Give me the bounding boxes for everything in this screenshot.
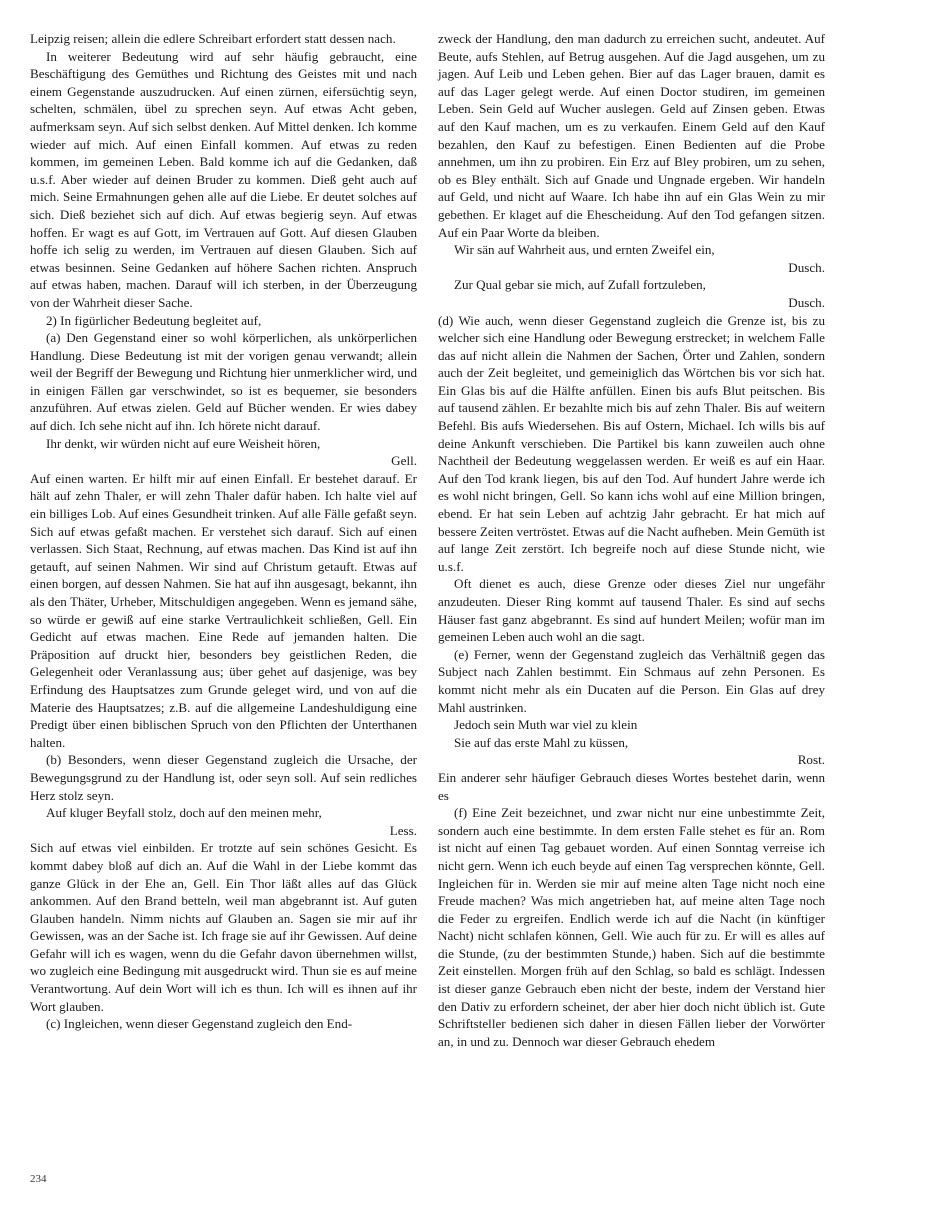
paragraph: (c) Ingleichen, wenn dieser Gegenstand zugleich den End- — [46, 1016, 353, 1032]
paragraph: Leipzig reisen; allein die edlere Schreibart erfordert statt dessen nach. — [30, 31, 396, 46]
paragraph: In weiterer Bedeutung wird auf sehr häufig gebraucht, eine Beschäftigung des Gemüthes und Richtung des Geistes mit und nach einem Gegenstande auszudrucken. Auf einen zürnen, eifersüchtig seyn, schelten, schmälen, übel zu sprechen seyn. Auf etwas Acht geben, aufmerksam seyn. Auf sich selbst denken. Auf Mittel denken. Ich komme wieder auf mich. Auf einen Einfall kommen. Auf etwas zu reden kommen, im gemeinen Leben. Bald komme ich auf die Gedanken, daß u.s.f. Aber wieder auf deinen Bruder zu kommen. Dieß geht auch auf mich. Seine Ermahnungen gehen alle auf die Liebe. Er deutet solches auf sich. Dieß beziehet sich auf dich. Auf etwas begierig seyn. Auf etwas hoffen. Er wagt es auf Gott, im Vertrauen auf Gott. Auf diesen Glauben hoffe ich selig zu werden, im Vertrauen auf diesen Glauben. Sich auf etwas besinnen. Seine Gedanken auf höhere Sachen richten. Anspruch auf etwas haben, machen. Darauf will ich sterben, in der Überzeugung von der Wahrheit dieser Sache. — [30, 48, 417, 310]
verse-quote: Auf kluger Beyfall stolz, doch auf den meinen mehr, — [46, 805, 322, 821]
quote-attribution: Less. — [389, 822, 417, 838]
paragraph: 2) In figürlicher Bedeutung begleitet auf, — [46, 312, 262, 328]
verse-quote: Jedoch sein Muth war viel zu klein — [454, 717, 638, 733]
left-column — [30, 30, 417, 1033]
right-column — [438, 30, 825, 1050]
paragraph: Sich auf etwas viel einbilden. Er trotzte auf sein schönes Gesicht. Es kommt dabey bloß auf dich an. Auf die Wahl in der Liebe kommt das ganze Glück in der Ehe an, Gell. Ein Thor läßt alles auf das Glück ankommen. Auf den Brand betteln, weil man abgebrannt ist. Auf guten Glauben handeln. Nimm nichts auf Glauben an. Sagen sie mir auf ihr Gewissen, was an der Sache ist. Ich frage sie auf ihr Gewissen. Auf deine Gefahr will ich es wagen, wenn du die Gefahr davon übernehmen willst, wo zugleich eine Bedingung mit ausgedruckt wird. Thun sie es auf meine Verantwortung. Auf dein Wort will ich es thun. Ich will es ihnen auf ihr Wort glauben. — [30, 840, 417, 1014]
verse-quote: Zur Qual gebar sie mich, auf Zufall fortzuleben, — [454, 277, 706, 293]
quote-attribution: Rost. — [797, 752, 825, 768]
paragraph: zweck der Handlung, den man dadurch zu erreichen sucht, andeutet. Auf Beute, aufs Stehlen, auf Betrug ausgehen. Auf die Jagd ausgehen, um zu jagen. Auf Leib und Leben gehen. Bier auf das Lager brauen, damit es auf das Lager gelegt werde. Auf einen Doctor studiren, im gemeinen Leben. Sein Geld auf Wucher auslegen. Geld auf Zinsen geben. Etwas auf den Kauf machen, um es zu verkaufen. Einem Geld auf den Kauf bezahlen, den Kauf zu befestigen. Einen Bedienten auf die Probe annehmen, um ihn zu probiren. Ein Erz auf Bley probiren, um zu sehen, ob es Bley enthält. Sich auf Gnade und Ungnade ergeben. Wir handeln auf Geld, und nicht auf Waare. Ich habe ihn auf ein Glas Wein zu mir gebethen. Er klaget auf die Ehescheidung. Auf den Tod gefangen sitzen. Auf ein Paar Worte da bleiben. — [438, 31, 825, 240]
verse-quote: Sie auf das erste Mahl zu küssen, — [454, 734, 629, 750]
quote-attribution: Dusch. — [788, 259, 825, 275]
paragraph: (a) Den Gegenstand einer so wohl körperlichen, als unkörperlichen Handlung. Diese Bedeutung ist mit der vorigen genau verwandt; allein weil der Begriff der Bewegung und Richtung hier unmerklicher wird, und in einigen Fällen gar verschwindet, so ist es bequemer, sie besonders anzuführen. Auf etwas zielen. Geld auf Bücher wenden. Er wies dabey auf dich. Ich sehe nicht auf ihn. Ich hörete nicht darauf. — [30, 330, 418, 434]
verse-quote: Wir sän auf Wahrheit aus, und ernten Zweifel ein, — [454, 242, 715, 258]
quote-attribution: Dusch. — [788, 294, 825, 310]
paragraph: (e) Ferner, wenn der Gegenstand zugleich das Verhältniß gegen das Subject nach Zahlen bestimmt. Ein Schmaus auf zehn Personen. Es kommt nicht mehr als ein Ducaten auf die Person. Ein Glas auf drey Mahl austrinken. — [438, 646, 825, 715]
verse-quote: Ihr denkt, wir würden nicht auf eure Weisheit hören, — [46, 435, 321, 451]
paragraph: (f) Eine Zeit bezeichnet, und zwar nicht nur eine unbestimmte Zeit, sondern auch eine bestimmte. In dem ersten Falle stehet es für an. Rom ist nicht auf einen Tag gebauet worden. Auf einen Sonntag verreise ich nicht gern. Wenn ich euch beyde auf einen Tag versprechen könnte, Gell. Ingleichen für in. Werden sie mir auf meine alten Tage nicht noch eine Freude machen? Was mich angetrieben hat, auf meine alten Tage noch die Feder zu ergreifen. Endlich werde ich auf die Nacht (in künftiger Nacht) nicht schlafen können, Gell. Wie auch für zu. Er will es alles auf die Stunde, (zu der bestimmten Stunde,) haben. Sich auf die bestimmte Zeit einstellen. Morgen früh auf den Schlag, so bald es schlägt. Indessen ist dieser ganze Gebrauch eben nicht der beste, indem der Verstand hier den Dativ zu erfordern scheinet, der aber hier doch nicht üblich ist. Gute Schriftsteller bedienen sich daher in diesen Fällen lieber der Vorwörter an, in und zu. Dennoch war dieser Gebrauch ehedem — [438, 805, 825, 1049]
paragraph: (d) Wie auch, wenn dieser Gegenstand zugleich die Grenze ist, bis zu welcher sich eine Handlung oder Bewegung erstrecket; in welchem Falle das auf nicht allein die Nahmen der Sachen, Örter und Zahlen, sondern auch der Zeit begleitet, und gemeiniglich das Wörtchen bis vor sich hat. Ein Glas bis auf die Hälfte anfüllen. Einen bis aufs Blut peitschen. Bis auf tausend zählen. Er bezahlte mich bis auf zehn Thaler. Bis auf weitern Befehl. Bis aufs Wiedersehen. Bis auf Ostern, Michael. Ich wills bis auf deine Ankunft verschieben. Die Partikel bis kann zuweilen auch ohne Nachtheil der Bedeutung weggelassen werden. Er weiß es auf ein Haar. Auf den Tod krank liegen, bis auf den Tod. Auf hundert Jahre werde ich es wohl nicht bringen, Gell. So kann ichs wohl auf eine Million bringen, ebend. Er hat sein Leben auf achtzig Jahr gebracht. Er hat mich auf bessere Zeiten vertröstet. Etwas auf die Nacht aufheben. Mein Gemüth ist auf lange Zeit zerstört. Ich begreife noch auf diese Stunde nicht, wie u.s.f. — [438, 312, 825, 574]
paragraph: (b) Besonders, wenn dieser Gegenstand zugleich die Ursache, der Bewegungsgrund zu der Handlung ist, oder seyn soll. Auf sein redliches Herz stolz seyn. — [30, 752, 417, 803]
paragraph: Oft dienet es auch, diese Grenze oder dieses Ziel nur ungefähr anzudeuten. Dieser Ring kommt auf tausend Thaler. Es sind auf sechs Häuser fast ganz abgebrannt. Es sind auf hundert Meilen; wofür man im gemeinen Leben auch wohl an die sagt. — [438, 576, 825, 645]
quote-attribution: Gell. — [391, 453, 417, 469]
paragraph: Ein anderer sehr häufiger Gebrauch dieses Wortes bestehet darin, wenn es — [438, 769, 825, 803]
paragraph: Auf einen warten. Er hilft mir auf einen Einfall. Er bestehet darauf. Er hält auf zehn Thaler, er will zehn Thaler dafür haben. Ich halte viel auf ein billiges Lob. Auf eines Gesundheit trinken. Auf alle Fälle gefaßt seyn. Sich auf etwas gefaßt machen. Er verstehet sich darauf. Sich auf einen verlassen. Sich Staat, Rechnung, auf etwas machen. Das Kind ist auf ihn getauft, auf seinen Nahmen. Wir sind auf Christum getauft. Etwas auf einen borgen, auf dessen Nahmen. Sie hat auf ihn ausgesagt, bekannt, ihn als den Thäter, Urheber, Mitschuldigen angegeben. Wenn es jemand sähe, so würde er gewiß auf eine starke Vertraulichkeit schließen, Gell. Ein Gedicht auf etwas machen. Eine Rede auf jemanden halten. Die Präposition auf druckt hier, besonders bey geistlichen Reden, die Gelegenheit oder Veranlassung aus; über gehet auf dasjenige, was bey Erfindung des Hauptsatzes zum Grunde geleget wird, und von auf die Materie des Hauptsatzes; z.B. auf die allgemeine Landeshuldigung eine Predigt über einen biblischen Spruch von den Pflichten der Unterthanen halten. — [30, 470, 417, 750]
page-number: 234 — [30, 1173, 47, 1185]
